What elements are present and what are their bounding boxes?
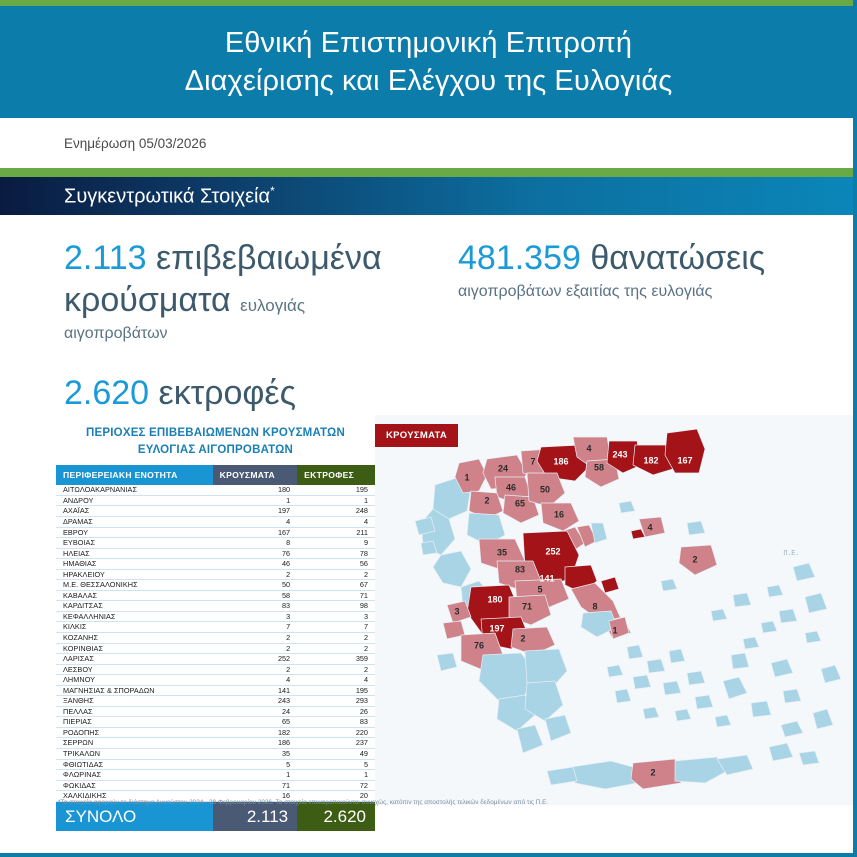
map-label-value: 1: [464, 472, 470, 483]
table-row: [56, 506, 375, 517]
cell-farms: 1: [297, 495, 375, 506]
cell-cases: 3: [213, 611, 298, 622]
masthead: [0, 6, 857, 118]
cell-region: ΗΡΑΚΛΕΙΟΥ: [56, 569, 213, 580]
confirmed-cases-subtext: αιγοπροβάτων: [64, 325, 168, 343]
table-row: [56, 538, 375, 549]
cell-farms: 220: [297, 727, 375, 738]
table-row: [56, 516, 375, 527]
map-label-value: 141: [539, 573, 555, 584]
map-label-value: 7: [530, 456, 536, 467]
cell-region: ΑΝΔΡΟΥ: [56, 495, 213, 506]
map-label-value: 8: [592, 601, 598, 612]
cell-cases: 46: [213, 559, 298, 570]
cell-region: ΡΟΔΟΠΗΣ: [56, 727, 213, 738]
map-label-value: 83: [514, 564, 526, 575]
cell-farms: 3: [297, 611, 375, 622]
table-row: [56, 696, 375, 707]
cell-region: ΛΕΣΒΟΥ: [56, 664, 213, 675]
cell-cases: 58: [213, 590, 298, 601]
cell-region: ΗΜΑΘΙΑΣ: [56, 559, 213, 570]
cell-cases: 180: [213, 485, 298, 495]
cell-region: ΛΑΡΙΣΑΣ: [56, 654, 213, 665]
table-row: [56, 738, 375, 749]
table-row: [56, 780, 375, 791]
table-row: [56, 749, 375, 760]
cell-farms: 195: [297, 485, 375, 495]
cell-farms: 2: [297, 569, 375, 580]
table-header-row: [56, 465, 375, 485]
map-label-value: 71: [521, 601, 533, 612]
cell-region: ΕΒΡΟΥ: [56, 527, 213, 538]
cell-cases: 16: [213, 791, 298, 802]
table-row: [56, 622, 375, 633]
cell-cases: 50: [213, 580, 298, 591]
cell-cases: 186: [213, 738, 298, 749]
cell-farms: 49: [297, 749, 375, 760]
section-title-text: Συγκεντρωτικά Στοιχεία: [64, 185, 271, 208]
map-label-value: 2: [520, 633, 526, 644]
table-row: [56, 675, 375, 686]
map-watermark: Π.Ε.: [783, 550, 799, 558]
table-row: [56, 495, 375, 506]
cell-cases: 2: [213, 569, 298, 580]
footnote: *Τα στοιχεία αφορούν το διάστημα Αυγούστου 2024 - 28 Φεβρουαρίου 2026. Τα στοιχεία επικαιροποιούνται συνεχώς, κατόπιν της αποστολής τελικών δεδομένων από τις Π.Ε.: [58, 799, 549, 806]
cell-region: Μ.Ε. ΘΕΣΣΑΛΟΝΙΚΗΣ: [56, 580, 213, 591]
table-row: [56, 611, 375, 622]
cell-cases: 24: [213, 706, 298, 717]
table-row: [56, 527, 375, 538]
cell-farms: 67: [297, 580, 375, 591]
stats-right-column: [458, 237, 848, 304]
map-label-value: 243: [612, 449, 628, 460]
column-header-farms[interactable]: ΕΚΤΡΟΦΕΣ: [297, 465, 375, 485]
table-row: [56, 685, 375, 696]
map-label-value: 65: [514, 498, 526, 509]
table-row: [56, 759, 375, 770]
cell-farms: 7: [297, 622, 375, 633]
map-label-value: 186: [553, 456, 569, 467]
cell-cases: 2: [213, 664, 298, 675]
map-label-value: 16: [553, 509, 565, 520]
cell-farms: 293: [297, 696, 375, 707]
table-row: [56, 590, 375, 601]
cell-farms: 248: [297, 506, 375, 517]
cell-region: ΠΙΕΡΙΑΣ: [56, 717, 213, 728]
confirmed-cases-number: 2.113: [64, 239, 147, 277]
cell-cases: 8: [213, 538, 298, 549]
map-label-value: 5: [537, 584, 543, 595]
regions-table: [56, 465, 375, 831]
cell-farms: 5: [297, 759, 375, 770]
confirmed-cases-label: επιβεβαιωμένα: [156, 239, 382, 277]
table-row: [56, 717, 375, 728]
cell-farms: 20: [297, 791, 375, 802]
cell-region: ΚΟΖΑΝΗΣ: [56, 633, 213, 644]
cell-region: ΞΑΝΘΗΣ: [56, 696, 213, 707]
update-date: Ενημέρωση 05/03/2026: [64, 135, 207, 151]
section-header: [0, 177, 857, 215]
cell-region: ΑΙΤΩΛΟΑΚΑΡΝΑΝΙΑΣ: [56, 485, 213, 495]
cell-cases: 71: [213, 780, 298, 791]
map-label-value: 3: [454, 606, 460, 617]
map-svg: [375, 415, 857, 805]
stats-left-column: [64, 237, 464, 414]
cell-cases: 252: [213, 654, 298, 665]
map-label-value: 1: [612, 625, 618, 636]
right-edge-accent: [853, 0, 857, 857]
farms-stat: [64, 372, 464, 414]
title-line-2: Διαχείρισης και Ελέγχου της Ευλογιάς: [184, 65, 673, 97]
regions-table-block: [56, 425, 375, 831]
cell-cases: 7: [213, 622, 298, 633]
update-bar: [0, 118, 857, 168]
cell-farms: 359: [297, 654, 375, 665]
cell-region: ΕΥΒΟΙΑΣ: [56, 538, 213, 549]
map-label-value: 4: [647, 522, 653, 533]
cell-farms: 2: [297, 643, 375, 654]
column-header-cases[interactable]: ΚΡΟΥΣΜΑΤΑ: [213, 465, 298, 485]
map-label-value: 197: [489, 623, 505, 634]
cell-cases: 243: [213, 696, 298, 707]
cell-cases: 167: [213, 527, 298, 538]
cell-cases: 1: [213, 770, 298, 781]
cell-region: ΗΛΕΙΑΣ: [56, 548, 213, 559]
map-label-value: 50: [539, 484, 551, 495]
column-header-region[interactable]: ΠΕΡΙΦΕΡΕΙΑΚΗ ΕΝΟΤΗΤΑ: [56, 465, 213, 485]
cell-cases: 4: [213, 516, 298, 527]
total-cases: 2.113: [213, 801, 298, 831]
table-row: [56, 654, 375, 665]
regions-table-title: [56, 425, 375, 458]
confirmed-cases-label2: κρούσματα: [64, 281, 231, 320]
map-label-value: 4: [586, 443, 592, 454]
cell-region: ΚΕΦΑΛΛΗΝΙΑΣ: [56, 611, 213, 622]
table-row: [56, 548, 375, 559]
culled-label: θανατώσεις: [590, 239, 766, 277]
total-label: ΣΥΝΟΛΟ: [56, 801, 213, 831]
cell-farms: 2: [297, 664, 375, 675]
table-row: [56, 559, 375, 570]
table-row: [56, 569, 375, 580]
table-row: [56, 727, 375, 738]
bottom-edge-accent: [0, 853, 857, 857]
map-label-value: 24: [497, 463, 509, 474]
cell-cases: 65: [213, 717, 298, 728]
table-row: [56, 601, 375, 612]
cell-farms: 83: [297, 717, 375, 728]
cell-region: ΣΕΡΡΩΝ: [56, 738, 213, 749]
map-label-value: 76: [473, 640, 485, 651]
table-row: [56, 664, 375, 675]
cell-farms: 78: [297, 548, 375, 559]
culled-number: 481.359: [458, 239, 581, 277]
cell-region: ΦΛΩΡΙΝΑΣ: [56, 770, 213, 781]
cell-cases: 83: [213, 601, 298, 612]
table-title-line-1: ΠΕΡΙΟΧΕΣ ΕΠΙΒΕΒΑΙΩΜΕΝΩΝ ΚΡΟΥΣΜΑΤΩΝ: [86, 427, 345, 439]
cell-cases: 5: [213, 759, 298, 770]
total-farms: 2.620: [297, 801, 375, 831]
title-line-1: Εθνική Επιστημονική Επιτροπή: [224, 26, 633, 59]
cell-region: ΚΟΡΙΝΘΙΑΣ: [56, 643, 213, 654]
cell-farms: 9: [297, 538, 375, 549]
cell-region: ΔΡΑΜΑΣ: [56, 516, 213, 527]
cell-cases: 197: [213, 506, 298, 517]
cell-cases: 141: [213, 685, 298, 696]
map-label-value: 167: [677, 455, 693, 466]
map-label-value: 2: [484, 495, 490, 506]
cell-region: ΛΗΜΝΟΥ: [56, 675, 213, 686]
cell-cases: 182: [213, 727, 298, 738]
table-row: [56, 770, 375, 781]
green-divider: [0, 168, 857, 177]
table-row: [56, 706, 375, 717]
cell-farms: 237: [297, 738, 375, 749]
cell-region: ΜΑΓΝΗΣΙΑΣ & ΣΠΟΡΑΔΩΝ: [56, 685, 213, 696]
section-title: [64, 184, 275, 209]
cell-region: ΑΧΑΪΑΣ: [56, 506, 213, 517]
cell-region: ΠΕΛΛΑΣ: [56, 706, 213, 717]
confirmed-cases-qualifier: ευλογιάς: [240, 296, 306, 316]
farms-label: εκτροφές: [158, 374, 296, 413]
page-title: [185, 24, 673, 101]
table-row: [56, 485, 375, 495]
map-label-value: 182: [643, 455, 659, 466]
table-title-line-2: ΕΥΛΟΓΙΑΣ ΑΙΓΟΠΡΟΒΑΤΩΝ: [137, 443, 294, 456]
greece-choropleth-map[interactable]: [375, 415, 857, 805]
section-asterisk: *: [270, 183, 275, 198]
cell-cases: 76: [213, 548, 298, 559]
cell-farms: 211: [297, 527, 375, 538]
cell-region: ΦΘΙΩΤΙΔΑΣ: [56, 759, 213, 770]
map-label-value: 2: [692, 554, 698, 565]
cell-cases: 4: [213, 675, 298, 686]
map-label-value: 58: [593, 462, 605, 473]
table-row: [56, 633, 375, 644]
table-head: [56, 465, 375, 485]
culled-stat: [458, 237, 848, 279]
table-row: [56, 580, 375, 591]
map-label-value: 35: [496, 547, 508, 558]
cell-farms: 4: [297, 516, 375, 527]
map-label-value: 46: [505, 482, 517, 493]
cell-region: ΧΑΛΚΙΔΙΚΗΣ: [56, 791, 213, 802]
culled-subtext: αιγοπροβάτων εξαιτίας της ευλογιάς: [458, 283, 713, 301]
cell-region: ΚΑΒΑΛΑΣ: [56, 590, 213, 601]
cell-region: ΤΡΙΚΑΛΩΝ: [56, 749, 213, 760]
confirmed-cases-stat: [64, 237, 464, 321]
lower-panel: [0, 415, 857, 826]
cell-cases: 2: [213, 633, 298, 644]
cell-farms: 2: [297, 633, 375, 644]
cell-farms: 26: [297, 706, 375, 717]
map-label-value: 2: [650, 767, 656, 778]
cell-farms: 1: [297, 770, 375, 781]
cell-farms: 195: [297, 685, 375, 696]
cell-farms: 72: [297, 780, 375, 791]
table-body: [56, 485, 375, 801]
cell-farms: 98: [297, 601, 375, 612]
cell-region: ΚΑΡΔΙΤΣΑΣ: [56, 601, 213, 612]
cell-cases: 35: [213, 749, 298, 760]
cell-cases: 1: [213, 495, 298, 506]
map-label-value: 252: [545, 546, 561, 557]
farms-number: 2.620: [64, 374, 150, 413]
summary-stats: [0, 215, 857, 415]
cell-farms: 56: [297, 559, 375, 570]
cell-farms: 4: [297, 675, 375, 686]
cell-region: ΦΩΚΙΔΑΣ: [56, 780, 213, 791]
cell-cases: 2: [213, 643, 298, 654]
map-label-value: 180: [487, 594, 503, 605]
table-row: [56, 643, 375, 654]
cell-farms: 71: [297, 590, 375, 601]
map-legend-badge[interactable]: ΚΡΟΥΣΜΑΤΑ: [375, 424, 458, 447]
cell-region: ΚΙΛΚΙΣ: [56, 622, 213, 633]
